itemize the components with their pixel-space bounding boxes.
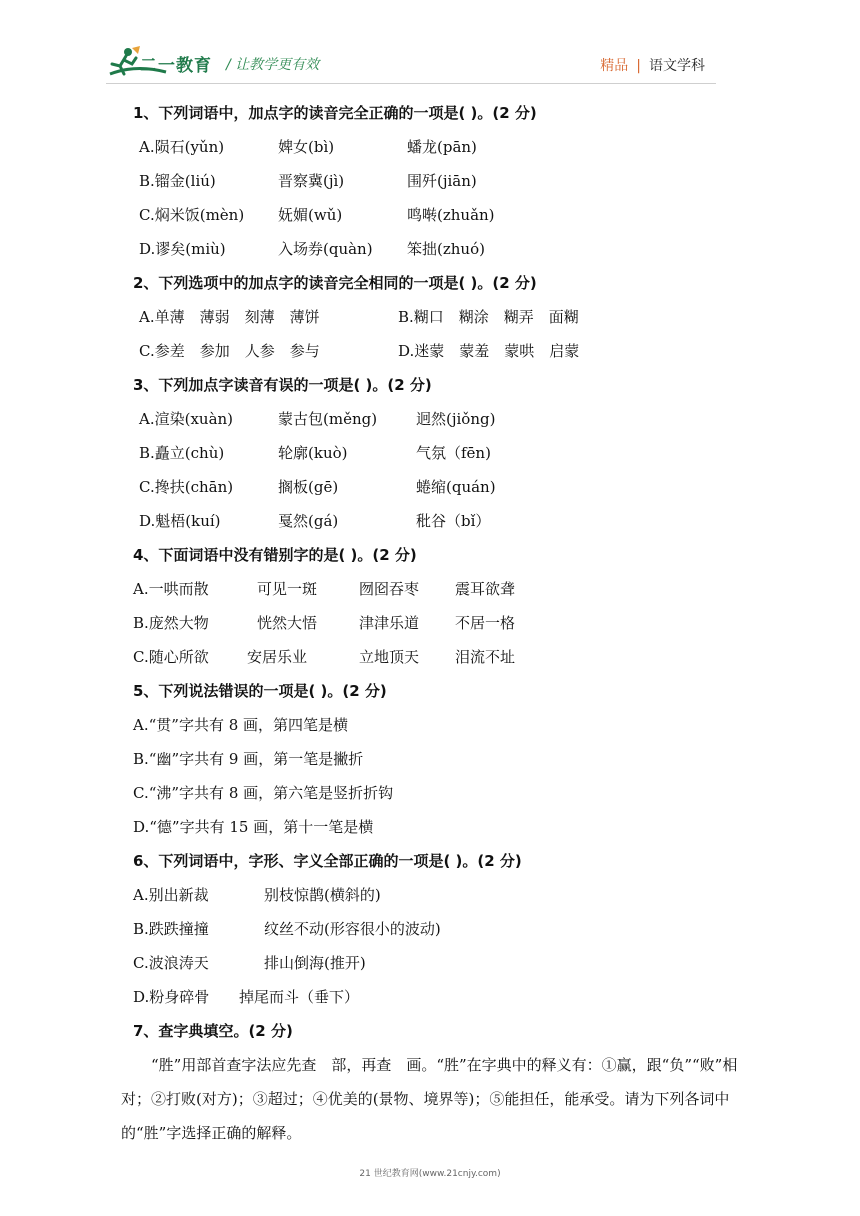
option-row (133, 232, 783, 266)
option-cell: A.单薄 薄弱 刻薄 薄饼 (139, 308, 320, 326)
option-cell: C.参差 参加 人参 参与 (139, 342, 320, 360)
page-footer: 21 世纪教育网(www.21cnjy.com) (359, 1169, 501, 1179)
option-cell: 围歼(jiān) (407, 172, 477, 190)
question-title: 7、查字典填空。(2 分) (133, 1022, 293, 1040)
option-row (133, 640, 783, 674)
option-cell: C.焖米饭(mèn) (139, 206, 245, 224)
option-cell: C.波浪涛天 (133, 954, 209, 972)
question-paragraph: “胜”用部首查字法应先查 部，再查 画。“胜”在字典中的释义有：①赢，跟“负”“败”相对；②打败(对方)；③超过；④优美的(景物、境界等)；⑤能担任，能承受。请为下列各词中的“胜”字选择正确的解释。 (121, 1056, 738, 1142)
option-row (133, 402, 783, 436)
option-cell: 津津乐道 (359, 614, 420, 632)
header-divider (106, 83, 716, 84)
option-cell: 安居乐业 (247, 648, 308, 666)
option-row (133, 606, 783, 640)
option-cell: 气氛（fēn) (416, 444, 491, 462)
option-cell: 婢女(bì) (278, 138, 335, 156)
option-row (133, 912, 783, 946)
option-cell: A.别出新裁 (133, 886, 209, 904)
option-cell: C.随心所欲 (133, 648, 209, 666)
option-row (133, 470, 783, 504)
option-row (133, 334, 783, 368)
option-cell: 迥然(jiǒng) (416, 410, 496, 428)
question-title: 2、下列选项中的加点字的读音完全相同的一项是( )。(2 分) (133, 274, 537, 292)
option-cell: 蟠龙(pān) (407, 138, 477, 156)
subject-label: 语文学科 (649, 58, 705, 74)
option-line: D.“德”字共有 15 画，第十一笔是横 (133, 818, 374, 836)
option-cell: 鸣啭(zhuǎn) (407, 206, 495, 224)
option-cell: 搁板(gē) (278, 478, 339, 496)
question-title: 5、下列说法错误的一项是( )。(2 分) (133, 682, 387, 700)
option-cell: B.矗立(chù) (139, 444, 225, 462)
slogan: / 让教学更有效 (226, 57, 320, 73)
option-row (133, 130, 783, 164)
option-line: B.“幽”字共有 9 画，第一笔是撇折 (133, 750, 364, 768)
option-row (133, 436, 783, 470)
option-cell: 蜷缩(quán) (416, 478, 496, 496)
option-cell: 戛然(gá) (278, 512, 339, 530)
option-cell: A.渲染(xuàn) (139, 410, 234, 428)
option-cell: B.糊口 糊涂 糊弄 面糊 (398, 308, 579, 326)
option-cell: A.一哄而散 (133, 580, 209, 598)
option-row (133, 504, 783, 538)
option-row (133, 198, 783, 232)
option-cell: 囫囵吞枣 (359, 580, 420, 598)
page-header (0, 0, 860, 90)
option-row (133, 980, 783, 1014)
option-cell: 别枝惊鹊(横斜的) (264, 886, 381, 904)
option-cell: 泪流不址 (455, 648, 516, 666)
question-title: 3、下列加点字读音有误的一项是( )。(2 分) (133, 376, 432, 394)
option-cell: A.陨石(yǔn) (139, 138, 225, 156)
header-separator: | (636, 58, 641, 74)
logo-text: 二一教育 (140, 56, 212, 76)
option-cell: 不居一格 (455, 614, 516, 632)
question-title: 4、下面词语中没有错别字的是( )。(2 分) (133, 546, 417, 564)
option-cell: 可见一斑 (257, 580, 318, 598)
option-row (133, 164, 783, 198)
option-cell: 震耳欲聋 (455, 580, 516, 598)
option-cell: 纹丝不动(形容很小的波动) (264, 920, 441, 938)
option-row (133, 878, 783, 912)
option-cell: D.粉身碎骨 (133, 988, 210, 1006)
question-title: 6、下列词语中，字形、字义全部正确的一项是( )。(2 分) (133, 852, 522, 870)
option-cell: 恍然大悟 (257, 614, 318, 632)
option-row (133, 946, 783, 980)
option-cell: 掉尾而斗（垂下） (239, 988, 360, 1006)
question-title: 1、下列词语中，加点字的读音完全正确的一项是( )。(2 分) (133, 104, 537, 122)
option-row (133, 300, 783, 334)
option-cell: C.搀扶(chān) (139, 478, 234, 496)
option-cell: 入场券(quàn) (278, 240, 373, 258)
option-cell: D.魁梧(kuí) (139, 512, 221, 530)
option-line: C.“沸”字共有 8 画，第六笔是竖折折钩 (133, 784, 394, 802)
option-cell: D.谬矣(miù) (139, 240, 226, 258)
option-cell: B.跌跌撞撞 (133, 920, 209, 938)
question-list (121, 96, 783, 1150)
option-cell: 晋察冀(jì) (278, 172, 345, 190)
option-row (133, 572, 783, 606)
option-cell: 轮廓(kuò) (278, 444, 348, 462)
option-cell: 妩媚(wǔ) (278, 206, 343, 224)
quality-badge: 精品 (600, 58, 629, 74)
option-cell: 排山倒海(推开) (264, 954, 366, 972)
option-cell: 秕谷（bǐ） (416, 512, 491, 530)
option-line: A.“贯”字共有 8 画，第四笔是横 (133, 716, 349, 734)
option-cell: 笨拙(zhuó) (407, 240, 485, 258)
option-cell: 蒙古包(měng) (278, 410, 378, 428)
option-cell: B.镏金(liú) (139, 172, 216, 190)
option-cell: B.庞然大物 (133, 614, 209, 632)
option-cell: 立地顶天 (359, 648, 420, 666)
option-cell: D.迷蒙 蒙羞 蒙哄 启蒙 (398, 342, 580, 360)
header-right (600, 55, 705, 75)
